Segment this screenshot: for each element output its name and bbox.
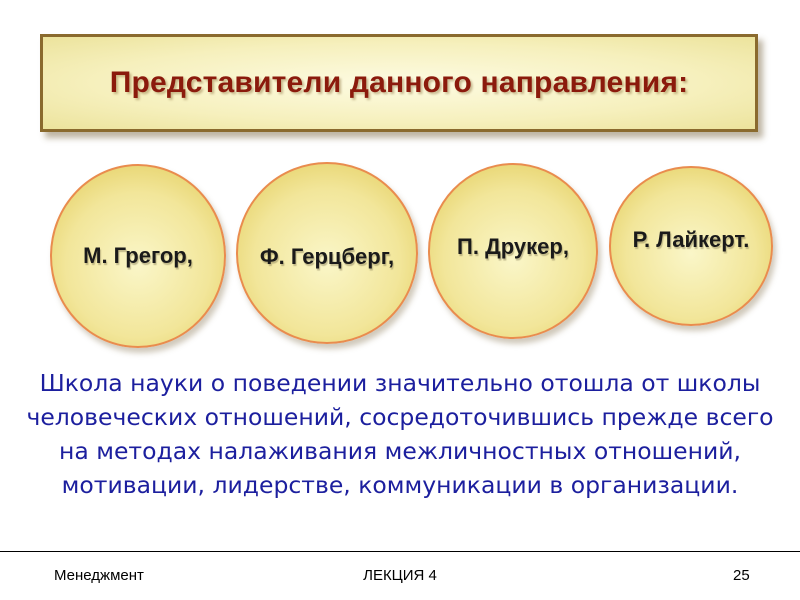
person-name: М. Грегор, <box>83 243 193 268</box>
slide-title: Представители данного направления: <box>109 66 689 99</box>
person-circle-likert <box>609 166 773 326</box>
person-circle-drucker <box>428 163 598 339</box>
person-name: П. Друкер, <box>457 234 569 259</box>
page-number: 25 <box>733 567 750 584</box>
body-paragraph: Школа науки о поведении значительно отошла от школы человеческих отношений, сосредоточившись прежде всего на методах налаживания межличностных отношений, мотивации, лидерстве, коммуникации в организации. <box>26 369 774 499</box>
person-name: Ф. Герцберг, <box>259 244 395 269</box>
footer-divider <box>0 551 800 552</box>
footer-lecture: ЛЕКЦИЯ 4 <box>363 567 437 584</box>
person-circle-gregor <box>50 164 226 348</box>
title-box <box>40 34 758 132</box>
footer-subject: Менеджмент <box>54 567 144 584</box>
person-circle-herzberg <box>236 162 418 344</box>
person-name: Р. Лайкерт. <box>632 227 750 252</box>
